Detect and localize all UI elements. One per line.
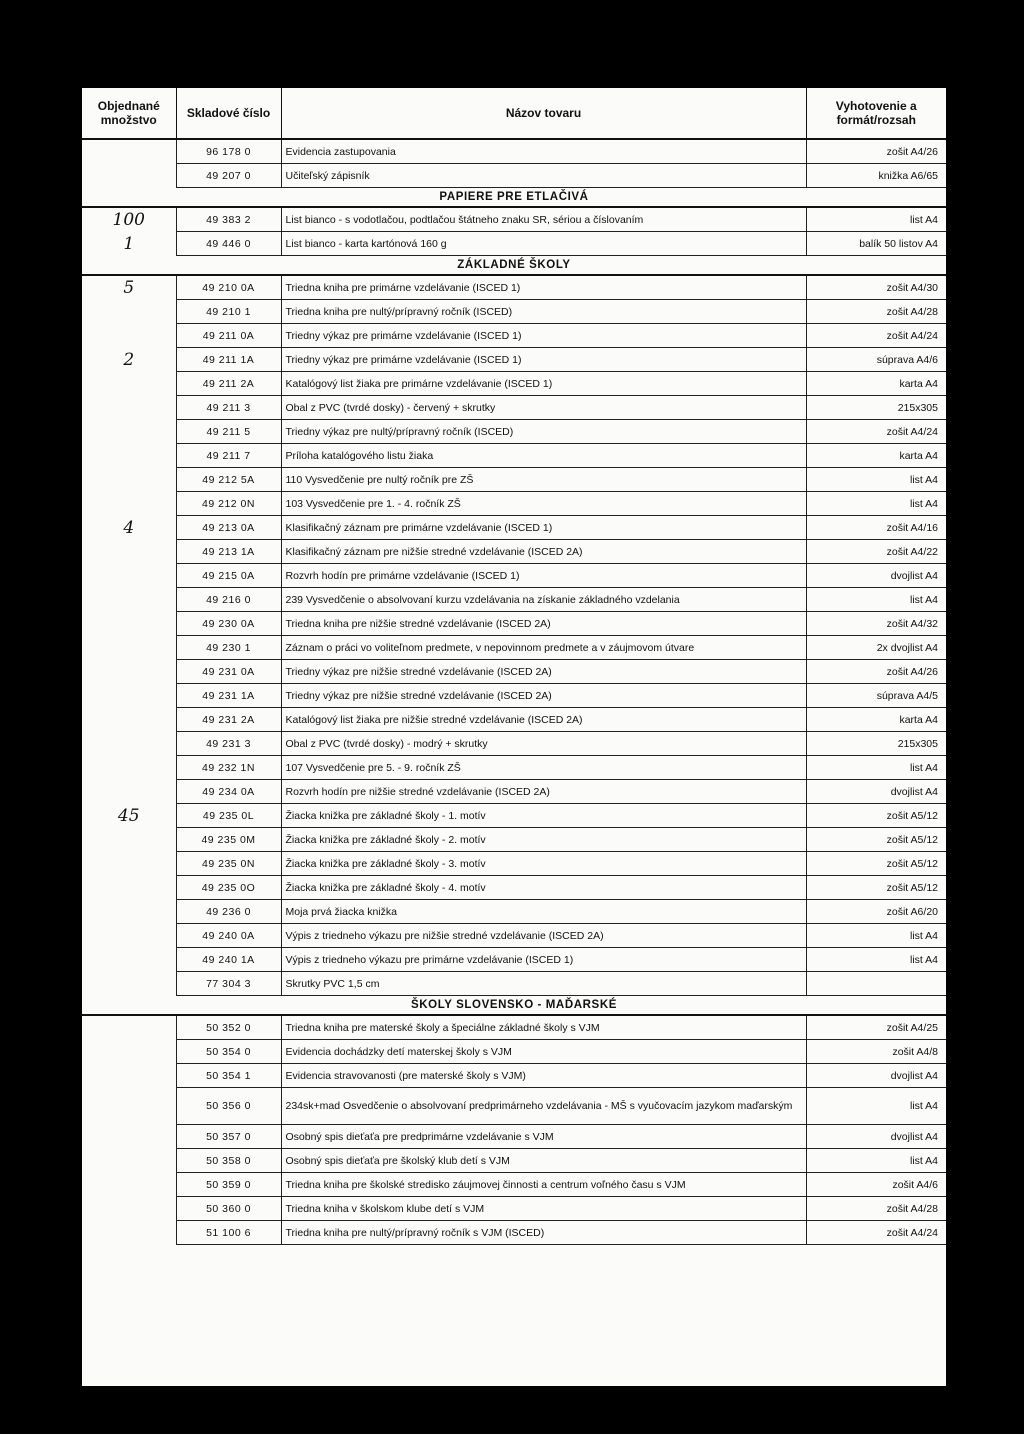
format-cell: 215x305 [806, 732, 946, 756]
header-name: Názov tovaru [281, 88, 806, 139]
format-cell: zošit A4/28 [806, 300, 946, 324]
product-name-cell: 110 Vysvedčenie pre nultý ročník pre ZŠ [281, 468, 806, 492]
table-row [82, 876, 946, 900]
code-cell: 49 212 5A [176, 468, 281, 492]
product-name-cell: Osobný spis dieťaťa pre školský klub detí s VJM [281, 1149, 806, 1173]
product-name-cell: Príloha katalógového listu žiaka [281, 444, 806, 468]
code-cell: 49 211 5 [176, 420, 281, 444]
format-cell: balík 50 listov A4 [806, 232, 946, 256]
product-name-cell: Triedna kniha pre materské školy a špeciálne základné školy s VJM [281, 1015, 806, 1040]
product-name-cell: Žiacka knižka pre základné školy - 4. motív [281, 876, 806, 900]
code-cell: 77 304 3 [176, 972, 281, 996]
code-cell: 49 216 0 [176, 588, 281, 612]
table-row [82, 636, 946, 660]
format-cell: zošit A4/32 [806, 612, 946, 636]
quantity-cell[interactable] [82, 852, 176, 876]
code-cell: 50 354 1 [176, 1064, 281, 1088]
quantity-cell[interactable] [82, 684, 176, 708]
quantity-cell[interactable] [82, 924, 176, 948]
product-name-cell: 234sk+mad Osvedčenie o absolvovaní predprimárneho vzdelávania - MŠ s vyučovacím jazykom maďarským [281, 1088, 806, 1125]
product-name-cell: Obal z PVC (tvrdé dosky) - červený + skrutky [281, 396, 806, 420]
code-cell: 49 230 1 [176, 636, 281, 660]
product-name-cell: Triedny výkaz pre nižšie stredné vzdelávanie (ISCED 2A) [281, 684, 806, 708]
format-cell: karta A4 [806, 708, 946, 732]
code-cell: 49 230 0A [176, 612, 281, 636]
product-name-cell: List bianco - karta kartónová 160 g [281, 232, 806, 256]
table-row [82, 804, 946, 828]
quantity-cell[interactable] [82, 139, 176, 164]
product-name-cell: Triedny výkaz pre primárne vzdelávanie (ISCED 1) [281, 348, 806, 372]
code-cell: 50 356 0 [176, 1088, 281, 1125]
format-cell: zošit A4/24 [806, 324, 946, 348]
table-row [82, 1040, 946, 1064]
format-cell: list A4 [806, 756, 946, 780]
table-row [82, 1125, 946, 1149]
format-cell: zošit A5/12 [806, 804, 946, 828]
section-header [82, 256, 946, 276]
quantity-cell[interactable] [82, 876, 176, 900]
quantity-cell[interactable]: 45 [117, 805, 140, 826]
quantity-cell[interactable] [82, 660, 176, 684]
code-cell: 49 210 0A [176, 275, 281, 300]
quantity-cell[interactable]: 5 [123, 277, 135, 298]
quantity-cell[interactable] [82, 164, 176, 188]
quantity-cell[interactable] [82, 756, 176, 780]
quantity-cell[interactable] [82, 948, 176, 972]
order-form-sheet [82, 88, 946, 1386]
quantity-cell[interactable] [82, 828, 176, 852]
table-row [82, 348, 946, 372]
product-name-cell: Klasifikačný záznam pre primárne vzdelávanie (ISCED 1) [281, 516, 806, 540]
product-name-cell: Evidencia stravovanosti (pre materské školy s VJM) [281, 1064, 806, 1088]
format-cell: zošit A4/26 [806, 660, 946, 684]
product-name-cell: 239 Vysvedčenie o absolvovaní kurzu vzdelávania na získanie základného vzdelania [281, 588, 806, 612]
code-cell: 49 231 0A [176, 660, 281, 684]
code-cell: 49 213 0A [176, 516, 281, 540]
quantity-cell[interactable] [82, 324, 176, 348]
code-cell: 49 235 0N [176, 852, 281, 876]
quantity-cell[interactable] [82, 588, 176, 612]
format-cell: karta A4 [806, 444, 946, 468]
quantity-cell[interactable] [82, 732, 176, 756]
table-row [82, 972, 946, 996]
header-quantity: Objednané množstvo [82, 88, 176, 139]
header-code: Skladové číslo [176, 88, 281, 139]
table-row [82, 468, 946, 492]
code-cell: 50 352 0 [176, 1015, 281, 1040]
table-row [82, 1149, 946, 1173]
table-body [82, 139, 946, 1245]
table-row [82, 492, 946, 516]
code-cell: 49 446 0 [176, 232, 281, 256]
format-cell: list A4 [806, 588, 946, 612]
quantity-cell[interactable]: 100 [112, 209, 145, 230]
format-cell: zošit A4/8 [806, 1040, 946, 1064]
format-cell: súprava A4/5 [806, 684, 946, 708]
code-cell: 96 178 0 [176, 139, 281, 164]
quantity-cell[interactable]: 2 [123, 349, 135, 370]
table-row [82, 948, 946, 972]
table-row [82, 372, 946, 396]
quantity-cell[interactable] [82, 1064, 176, 1088]
format-cell: zošit A5/12 [806, 852, 946, 876]
product-name-cell: Rozvrh hodín pre nižšie stredné vzdelávanie (ISCED 2A) [281, 780, 806, 804]
quantity-cell[interactable] [82, 1221, 176, 1245]
table-row [82, 139, 946, 164]
table-row [82, 780, 946, 804]
code-cell: 49 212 0N [176, 492, 281, 516]
table-row [82, 1197, 946, 1221]
table-row [82, 164, 946, 188]
format-cell: 2x dvojlist A4 [806, 636, 946, 660]
quantity-cell[interactable] [82, 540, 176, 564]
code-cell: 50 360 0 [176, 1197, 281, 1221]
format-cell: zošit A6/20 [806, 900, 946, 924]
format-cell: knižka A6/65 [806, 164, 946, 188]
table-row [82, 660, 946, 684]
table-row [82, 1221, 946, 1245]
quantity-cell[interactable] [82, 564, 176, 588]
product-name-cell: Žiacka knižka pre základné školy - 3. motív [281, 852, 806, 876]
product-name-cell: Žiacka knižka pre základné školy - 1. motív [281, 804, 806, 828]
code-cell: 49 211 1A [176, 348, 281, 372]
header-format: Vyhotovenie a formát/rozsah [806, 88, 946, 139]
quantity-cell[interactable] [82, 444, 176, 468]
product-name-cell: Triedny výkaz pre nižšie stredné vzdelávanie (ISCED 2A) [281, 660, 806, 684]
code-cell: 49 235 0O [176, 876, 281, 900]
code-cell: 49 231 3 [176, 732, 281, 756]
quantity-cell[interactable] [82, 1015, 176, 1040]
code-cell: 49 236 0 [176, 900, 281, 924]
product-name-cell: Triedny výkaz pre nultý/prípravný ročník (ISCED) [281, 420, 806, 444]
product-name-cell: Triedna kniha pre nižšie stredné vzdelávanie (ISCED 2A) [281, 612, 806, 636]
quantity-cell[interactable] [82, 1040, 176, 1064]
quantity-cell[interactable] [82, 492, 176, 516]
quantity-cell[interactable] [82, 1173, 176, 1197]
table-row [82, 300, 946, 324]
product-name-cell: Skrutky PVC 1,5 cm [281, 972, 806, 996]
table-row [82, 588, 946, 612]
section-title: ZÁKLADNÉ ŠKOLY [82, 256, 946, 276]
code-cell: 49 211 2A [176, 372, 281, 396]
code-cell: 49 213 1A [176, 540, 281, 564]
table-row [82, 852, 946, 876]
code-cell: 50 358 0 [176, 1149, 281, 1173]
table-row [82, 564, 946, 588]
quantity-cell[interactable] [82, 636, 176, 660]
table-row [82, 684, 946, 708]
quantity-cell[interactable] [82, 612, 176, 636]
format-cell: zošit A4/26 [806, 139, 946, 164]
format-cell: zošit A4/24 [806, 1221, 946, 1245]
product-name-cell: Učiteľský zápisník [281, 164, 806, 188]
table-row [82, 420, 946, 444]
quantity-cell[interactable] [82, 1088, 176, 1125]
quantity-cell[interactable] [82, 1125, 176, 1149]
product-name-cell: Triedna kniha pre nultý/prípravný ročník (ISCED) [281, 300, 806, 324]
code-cell: 49 207 0 [176, 164, 281, 188]
table-row [82, 1173, 946, 1197]
product-name-cell: Osobný spis dieťaťa pre predprimárne vzdelávanie s VJM [281, 1125, 806, 1149]
table-row [82, 1088, 946, 1125]
product-name-cell: Rozvrh hodín pre primárne vzdelávanie (ISCED 1) [281, 564, 806, 588]
quantity-cell[interactable] [82, 300, 176, 324]
product-name-cell: Triedna kniha pre školské stredisko záujmovej činnosti a centrum voľného času s VJM [281, 1173, 806, 1197]
product-table [82, 88, 946, 1245]
table-row [82, 275, 946, 300]
code-cell: 51 100 6 [176, 1221, 281, 1245]
table-header [82, 88, 946, 139]
quantity-cell[interactable] [82, 780, 176, 804]
product-name-cell: Obal z PVC (tvrdé dosky) - modrý + skrutky [281, 732, 806, 756]
format-cell: list A4 [806, 1149, 946, 1173]
format-cell: zošit A4/30 [806, 275, 946, 300]
table-row [82, 612, 946, 636]
quantity-cell[interactable] [82, 468, 176, 492]
code-cell: 49 235 0M [176, 828, 281, 852]
table-row [82, 900, 946, 924]
product-name-cell: Katalógový list žiaka pre nižšie stredné vzdelávanie (ISCED 2A) [281, 708, 806, 732]
product-name-cell: Triedna kniha v školskom klube detí s VJM [281, 1197, 806, 1221]
product-name-cell: List bianco - s vodotlačou, podtlačou štátneho znaku SR, sériou a číslovaním [281, 207, 806, 232]
format-cell: dvojlist A4 [806, 1064, 946, 1088]
quantity-cell[interactable] [82, 396, 176, 420]
table-row [82, 540, 946, 564]
format-cell [806, 972, 946, 996]
product-name-cell: Evidencia dochádzky detí materskej školy s VJM [281, 1040, 806, 1064]
code-cell: 49 211 3 [176, 396, 281, 420]
product-name-cell: Triedna kniha pre nultý/prípravný ročník s VJM (ISCED) [281, 1221, 806, 1245]
table-row [82, 207, 946, 232]
quantity-cell[interactable] [82, 1197, 176, 1221]
table-row [82, 396, 946, 420]
quantity-cell[interactable] [82, 1149, 176, 1173]
format-cell: zošit A4/25 [806, 1015, 946, 1040]
table-row [82, 756, 946, 780]
format-cell: list A4 [806, 948, 946, 972]
code-cell: 49 211 7 [176, 444, 281, 468]
format-cell: zošit A4/22 [806, 540, 946, 564]
product-name-cell: Evidencia zastupovania [281, 139, 806, 164]
code-cell: 50 357 0 [176, 1125, 281, 1149]
format-cell: list A4 [806, 492, 946, 516]
quantity-cell[interactable] [82, 372, 176, 396]
code-cell: 49 231 1A [176, 684, 281, 708]
format-cell: list A4 [806, 924, 946, 948]
product-name-cell: 107 Vysvedčenie pre 5. - 9. ročník ZŠ [281, 756, 806, 780]
product-name-cell: Moja prvá žiacka knižka [281, 900, 806, 924]
format-cell: 215x305 [806, 396, 946, 420]
table-row [82, 732, 946, 756]
product-name-cell: 103 Vysvedčenie pre 1. - 4. ročník ZŠ [281, 492, 806, 516]
code-cell: 49 383 2 [176, 207, 281, 232]
section-title: ŠKOLY SLOVENSKO - MAĎARSKÉ [82, 996, 946, 1016]
format-cell: list A4 [806, 207, 946, 232]
quantity-cell[interactable] [82, 972, 176, 996]
code-cell: 49 232 1N [176, 756, 281, 780]
quantity-cell[interactable] [82, 420, 176, 444]
format-cell: dvojlist A4 [806, 564, 946, 588]
table-row [82, 1015, 946, 1040]
format-cell: zošit A4/16 [806, 516, 946, 540]
code-cell: 49 231 2A [176, 708, 281, 732]
quantity-cell[interactable] [82, 708, 176, 732]
product-name-cell: Výpis z triedneho výkazu pre primárne vzdelávanie (ISCED 1) [281, 948, 806, 972]
table-row [82, 516, 946, 540]
table-row [82, 232, 946, 256]
code-cell: 49 235 0L [176, 804, 281, 828]
format-cell: karta A4 [806, 372, 946, 396]
format-cell: zošit A4/28 [806, 1197, 946, 1221]
code-cell: 49 234 0A [176, 780, 281, 804]
quantity-cell[interactable]: 4 [123, 517, 135, 538]
section-title: PAPIERE PRE ETLAČIVÁ [82, 188, 946, 208]
table-row [82, 1064, 946, 1088]
product-name-cell: Záznam o práci vo voliteľnom predmete, v nepovinnom predmete a v záujmovom útvare [281, 636, 806, 660]
code-cell: 50 359 0 [176, 1173, 281, 1197]
format-cell: list A4 [806, 1088, 946, 1125]
section-header [82, 996, 946, 1016]
product-name-cell: Žiacka knižka pre základné školy - 2. motív [281, 828, 806, 852]
format-cell: zošit A5/12 [806, 828, 946, 852]
table-row [82, 324, 946, 348]
code-cell: 49 211 0A [176, 324, 281, 348]
product-name-cell: Triedny výkaz pre primárne vzdelávanie (ISCED 1) [281, 324, 806, 348]
format-cell: súprava A4/6 [806, 348, 946, 372]
quantity-cell[interactable] [82, 900, 176, 924]
section-header [82, 188, 946, 208]
quantity-cell[interactable]: 1 [123, 233, 135, 254]
code-cell: 49 240 1A [176, 948, 281, 972]
format-cell: zošit A5/12 [806, 876, 946, 900]
table-row [82, 444, 946, 468]
product-name-cell: Triedna kniha pre primárne vzdelávanie (ISCED 1) [281, 275, 806, 300]
table-row [82, 924, 946, 948]
table-row [82, 708, 946, 732]
product-name-cell: Výpis z triedneho výkazu pre nižšie stredné vzdelávanie (ISCED 2A) [281, 924, 806, 948]
code-cell: 50 354 0 [176, 1040, 281, 1064]
table-row [82, 828, 946, 852]
format-cell: zošit A4/24 [806, 420, 946, 444]
code-cell: 49 240 0A [176, 924, 281, 948]
product-name-cell: Klasifikačný záznam pre nižšie stredné vzdelávanie (ISCED 2A) [281, 540, 806, 564]
format-cell: dvojlist A4 [806, 1125, 946, 1149]
format-cell: list A4 [806, 468, 946, 492]
format-cell: dvojlist A4 [806, 780, 946, 804]
product-name-cell: Katalógový list žiaka pre primárne vzdelávanie (ISCED 1) [281, 372, 806, 396]
format-cell: zošit A4/6 [806, 1173, 946, 1197]
code-cell: 49 215 0A [176, 564, 281, 588]
code-cell: 49 210 1 [176, 300, 281, 324]
